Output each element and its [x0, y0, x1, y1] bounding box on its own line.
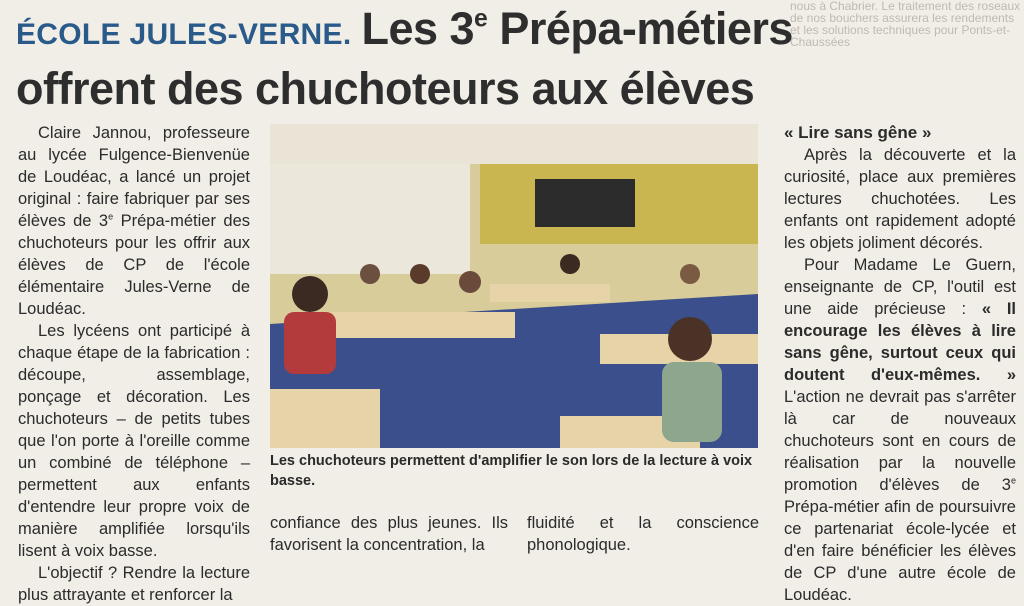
- paragraph-intro-text-a: Claire Jannou, professeure au lycée Fulgence-Bienvenüe de Loudéac, a lancé un projet original : faire fabriquer par ses élèves de 3: [18, 124, 250, 230]
- photo-blackboard: [535, 179, 635, 227]
- bleed-through-text: nous à Chabrier. Le traitement des roseaux de nos bouchers assurera les rendements et les solutions techniques pour Ponts-et-Chaussées: [790, 0, 1021, 49]
- photo-child: [360, 264, 380, 284]
- headline-superscript: e: [474, 5, 488, 33]
- photo-table: [325, 312, 515, 338]
- column-4: [784, 122, 1016, 606]
- photo-child: [680, 264, 700, 284]
- photo-child: [292, 276, 328, 312]
- headline: [16, 2, 816, 116]
- photo-white-wall: [270, 164, 470, 274]
- paragraph-intro: [18, 122, 250, 320]
- headline-kicker: ÉCOLE JULES-VERNE.: [16, 18, 352, 51]
- teacher-quote: « Il encourage les élèves à lire sans gêne, surtout ceux qui doutent d'eux-mêmes. »: [784, 300, 1016, 384]
- paragraph-fabrication: Les lycéens ont participé à chaque étape de la fabrication : découpe, assemblage, ponçage et décoration. Les chuchoteurs – de petits tubes que l'on porte à l'oreille comme un combiné de téléphone – permettent aux enfants d'entendre leur propre voix de manière amplifiée lorsqu'ils lisent à voix basse.: [18, 322, 250, 560]
- photo-caption: Les chuchoteurs permettent d'amplifier le son lors de la lecture à voix basse.: [270, 453, 753, 489]
- photo-child: [662, 362, 722, 442]
- superscript: e: [108, 211, 114, 222]
- headline-line-2: offrent des chuchoteurs aux élèves: [16, 63, 755, 114]
- column-3-continuation: fluidité et la conscience phonologique.: [527, 514, 759, 554]
- column-1: [18, 122, 250, 606]
- headline-text-a: Les 3: [361, 3, 475, 54]
- column-2-continuation: confiance des plus jeunes. Ils favorisent la concentration, la: [270, 514, 508, 554]
- quote-lead: Pour Madame Le Guern, enseignante de CP, l'outil est une aide précieuse :: [784, 256, 1016, 318]
- photo-child: [410, 264, 430, 284]
- photo-child: [560, 254, 580, 274]
- class-photo: [270, 124, 758, 448]
- photo-child: [459, 271, 481, 293]
- photo-table: [270, 389, 380, 448]
- quote-end: Prépa-métier afin de poursuivre ce partenariat école-lycée et d'en faire bénéficier les élèves de CP d'une autre école de Loudéac.: [784, 498, 1016, 604]
- subheading: « Lire sans gêne »: [784, 123, 932, 142]
- photo-table: [490, 284, 610, 302]
- photo-child: [284, 312, 336, 374]
- class-photo-illustration: [270, 124, 758, 448]
- photo-ceiling: [270, 124, 758, 164]
- paragraph-intro-text-b: Prépa-métier des chuchoteurs pour les offrir aux élèves de CP de l'école élémentaire Jules-Verne de Loudéac.: [18, 212, 250, 318]
- superscript: e: [1010, 475, 1016, 486]
- paragraph-teacher-quote: [784, 254, 1016, 606]
- headline-line-1: [16, 2, 816, 62]
- paragraph-objective: L'objectif ? Rendre la lecture plus attrayante et renforcer la: [18, 564, 250, 604]
- paragraph-discovery: Après la découverte et la curiosité, place aux premières lectures chuchotées. Les enfants ont rapidement adopté les objets joliment décorés.: [784, 146, 1016, 252]
- headline-text-b: Prépa-métiers: [487, 3, 793, 54]
- quote-follow: L'action ne devrait pas s'arrêter là car de nouveaux chuchoteurs sont en cours de réalisation par la nouvelle promotion d'élèves de 3: [784, 388, 1016, 494]
- photo-child: [668, 317, 712, 361]
